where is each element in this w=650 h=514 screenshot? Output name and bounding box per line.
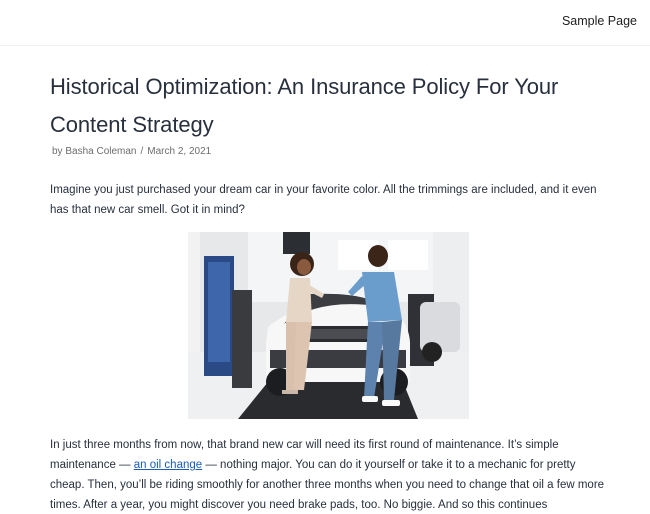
post-meta — [52, 146, 211, 157]
featured-image — [188, 232, 469, 419]
site-header — [0, 0, 650, 46]
post-title-line-2: Content Strategy — [50, 112, 214, 137]
nav-sample-page-link[interactable]: Sample Page — [561, 14, 637, 28]
oil-change-link[interactable]: an oil change — [133, 459, 203, 471]
post-date-link[interactable]: March 2, 2021 — [147, 146, 212, 157]
body-paragraph — [50, 435, 610, 514]
post-title — [50, 68, 610, 144]
author-link[interactable]: Basha Coleman — [65, 146, 137, 157]
intro-paragraph: Imagine you just purchased your dream car in your favorite color. All the trimmings are included, and it even has that new car smell. Got it in mind? — [50, 184, 597, 216]
post-title-line-1: Historical Optimization: An Insurance Policy For Your — [50, 74, 559, 99]
car-dealership-couple-photo — [188, 232, 469, 419]
para2-text-after-link: — nothing major. You can do it yourself or take it to a mechanic for pretty cheap. Then, you’ll be riding smoothly for another three months when you need to change that oil a few more times. After a year, you might discover you need brake pads, too. No biggie. And so this continues — [50, 459, 605, 511]
author-prefix: by — [52, 146, 63, 157]
para2-text-before-link: In just three months from now, that brand new car will need its first round of maintenance. It’s simple maintenance — — [50, 439, 559, 471]
meta-separator: / — [140, 146, 144, 157]
